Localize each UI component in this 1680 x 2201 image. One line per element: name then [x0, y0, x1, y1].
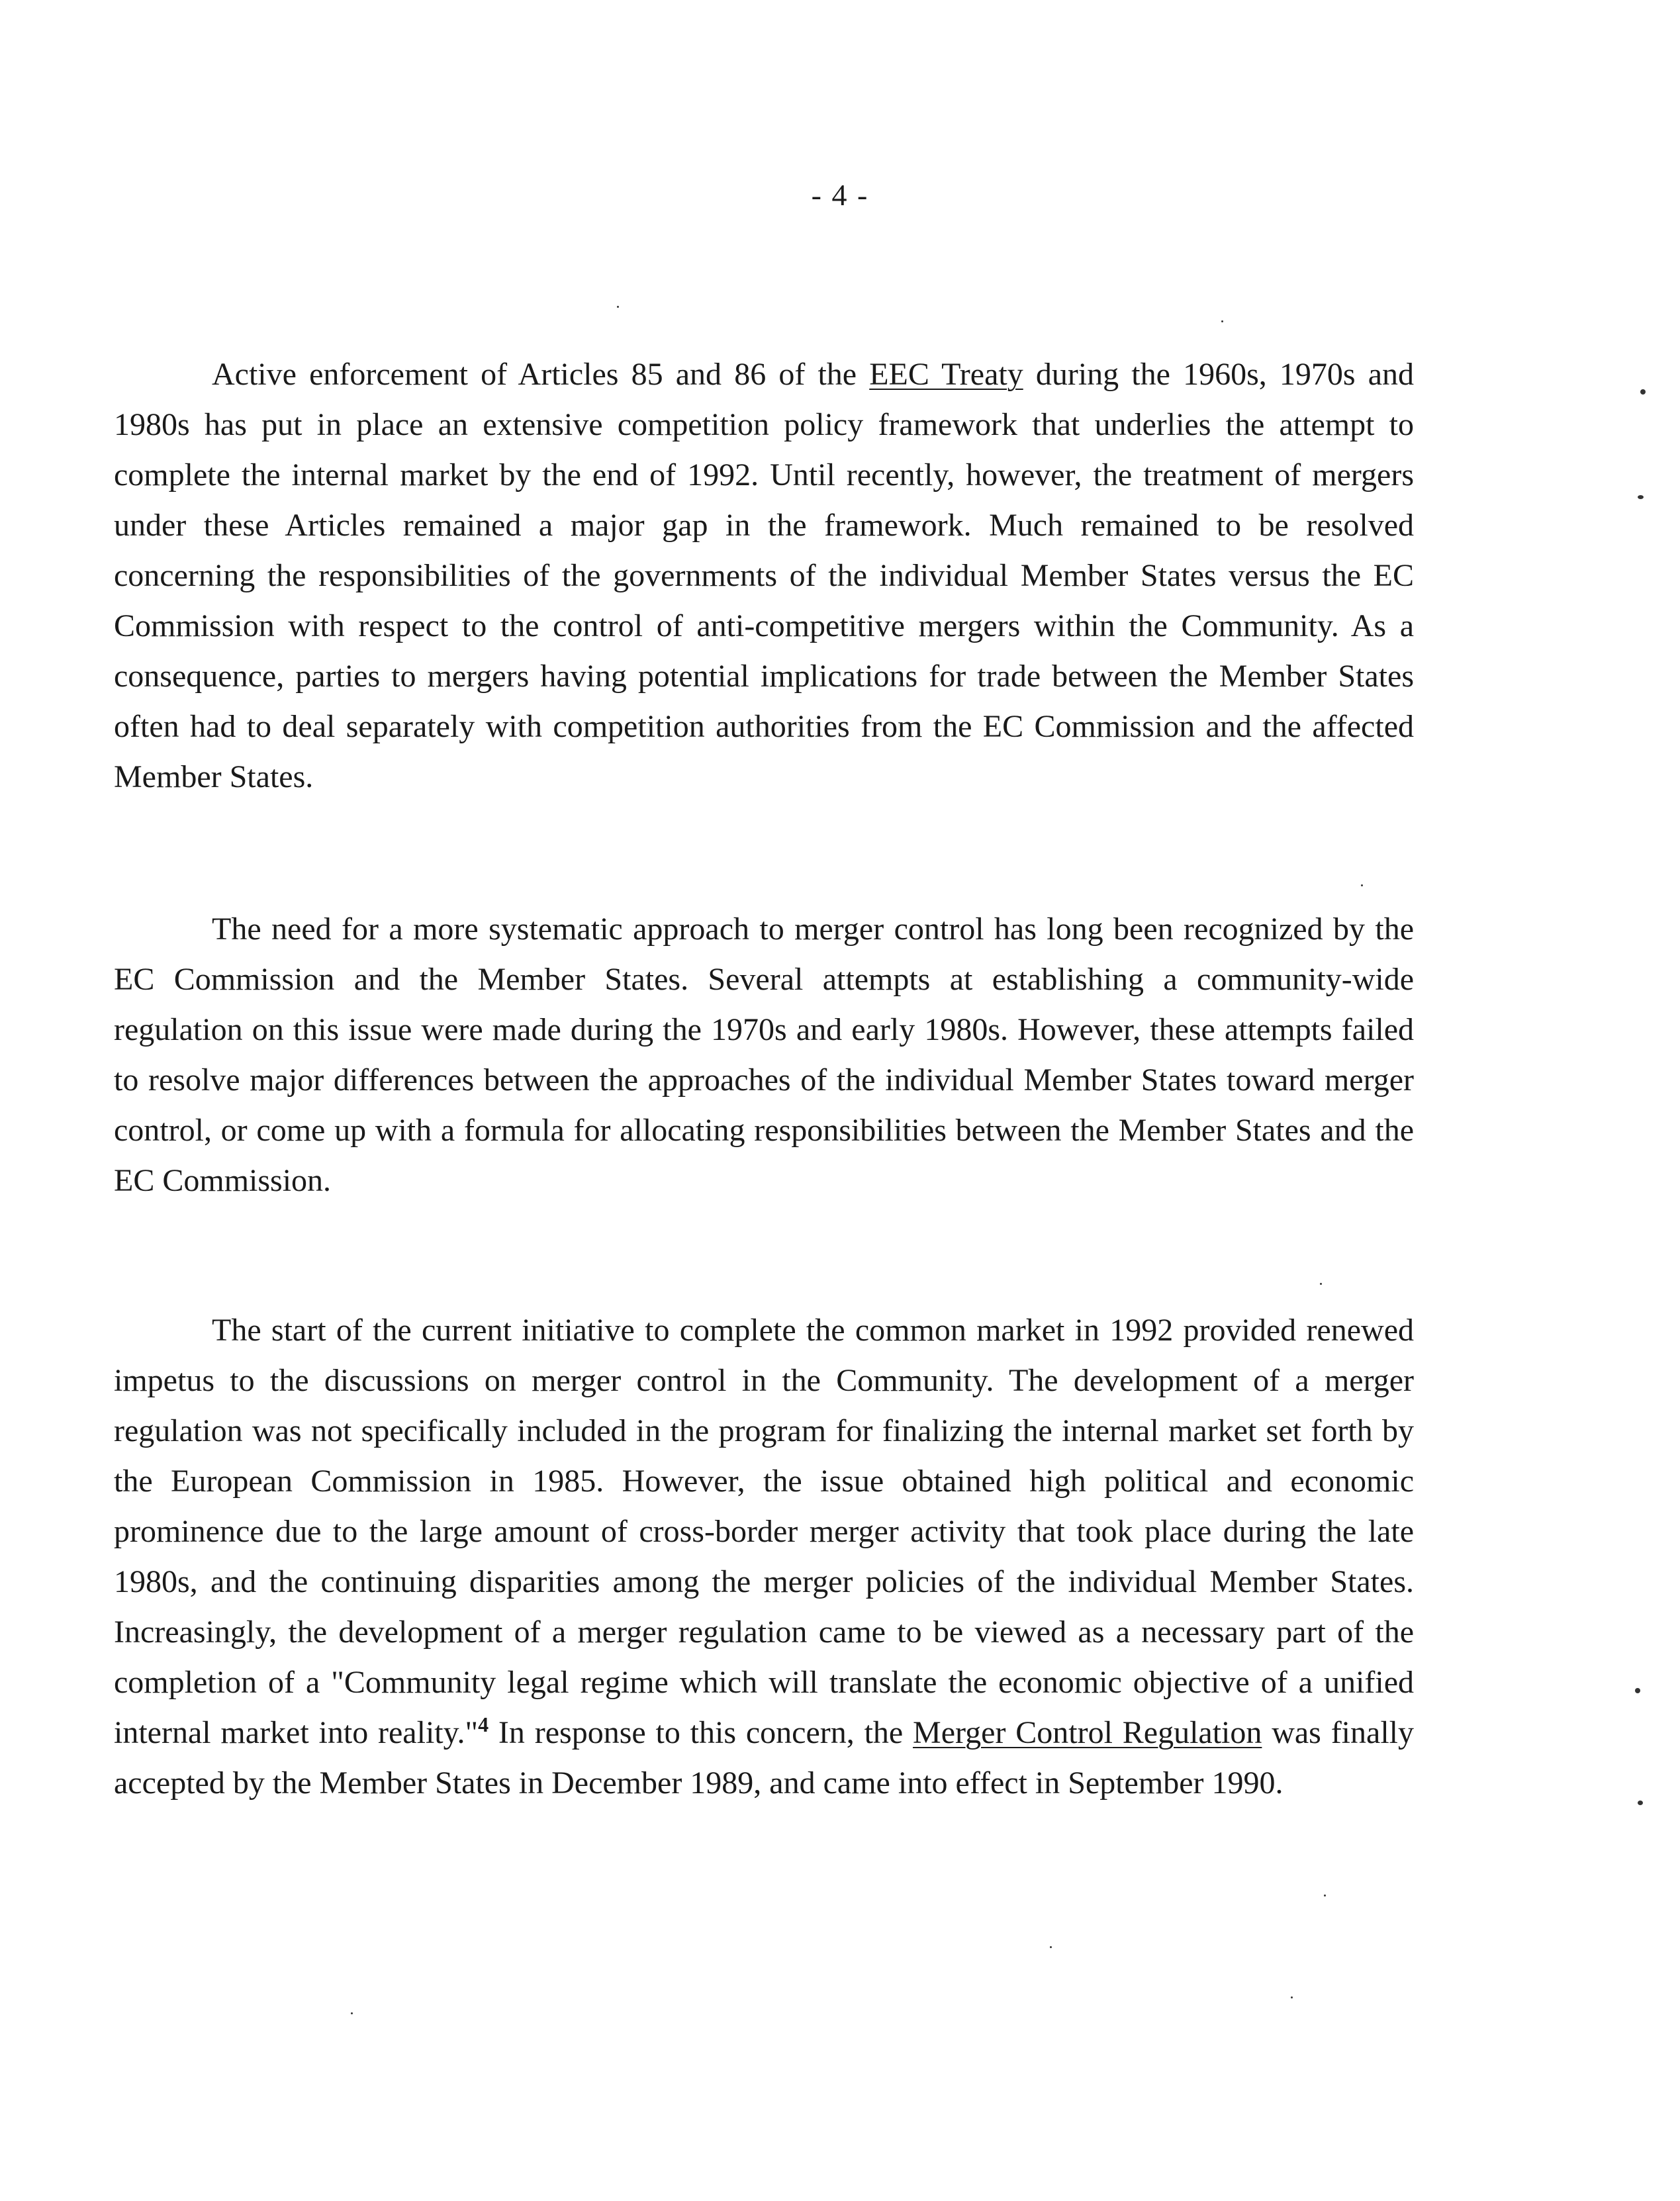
page-number: - 4 -	[811, 178, 869, 212]
underlined-term: EEC Treaty	[869, 357, 1023, 392]
scan-speck	[1050, 1946, 1052, 1948]
text-run: Active enforcement of Articles 85 and 86 of the	[212, 357, 870, 392]
paragraph-3	[114, 1305, 1414, 1808]
paragraph-1	[114, 350, 1414, 802]
footnote-marker: 4	[478, 1712, 489, 1736]
scan-speck	[351, 2012, 353, 2014]
underlined-term: Merger Control Regulation	[913, 1715, 1262, 1750]
scan-speck	[1221, 320, 1223, 322]
scan-speck	[1361, 884, 1363, 886]
text-run: In response to this concern, the	[489, 1715, 913, 1750]
paragraph-2	[114, 904, 1414, 1206]
scan-speck	[1291, 1996, 1293, 1998]
text-run: The need for a more systematic approach to merger control has long been recognized by the EC Commission and the Member States. Several attempts at establishing a community-wide regulation on this issue were made during the 1970s and early 1980s. However, these attempts failed to resolve major differences between the approaches of the individual Member States toward merger control, or come up with a formula for allocating responsibilities between the Member States and the EC Commission.	[114, 912, 1414, 1198]
text-run: was finally accepted by the Member States in December 1989, and came into effect in September 1990.	[114, 1715, 1414, 1801]
scan-speck	[1640, 389, 1646, 395]
scan-speck	[1638, 495, 1644, 499]
scan-speck	[1638, 1801, 1643, 1805]
scan-speck	[1324, 1895, 1326, 1897]
scan-speck	[1320, 1283, 1322, 1285]
text-run: The start of the current initiative to complete the common market in 1992 provided renewed impetus to the discussions on merger control in the Community. The development of a merger regulation was not specifically included in the program for finalizing the internal market set forth by the European Commission in 1985. However, the issue obtained high political and economic prominence due to the large amount of cross-border merger activity that took place during the late 1980s, and the continuing disparities among the merger policies of the individual Member States. Increasingly, the development of a merger regulation came to be viewed as a necessary part of the completion of a "Community legal regime which will translate the economic objective of a unified internal market into reality."	[114, 1313, 1414, 1750]
scan-speck	[1635, 1688, 1640, 1693]
scan-speck	[617, 306, 619, 308]
text-run: during the 1960s, 1970s and 1980s has put in place an extensive competition policy framework that underlies the attempt to complete the internal market by the end of 1992. Until recently, however, the treatment of mergers under these Articles remained a major gap in the framework. Much remained to be resolved concerning the responsibilities of the governments of the individual Member States versus the EC Commission with respect to the control of anti-competitive mergers within the Community. As a consequence, parties to mergers having potential implications for trade between the Member States often had to deal separately with competition authorities from the EC Commission and the affected Member States.	[114, 357, 1415, 794]
